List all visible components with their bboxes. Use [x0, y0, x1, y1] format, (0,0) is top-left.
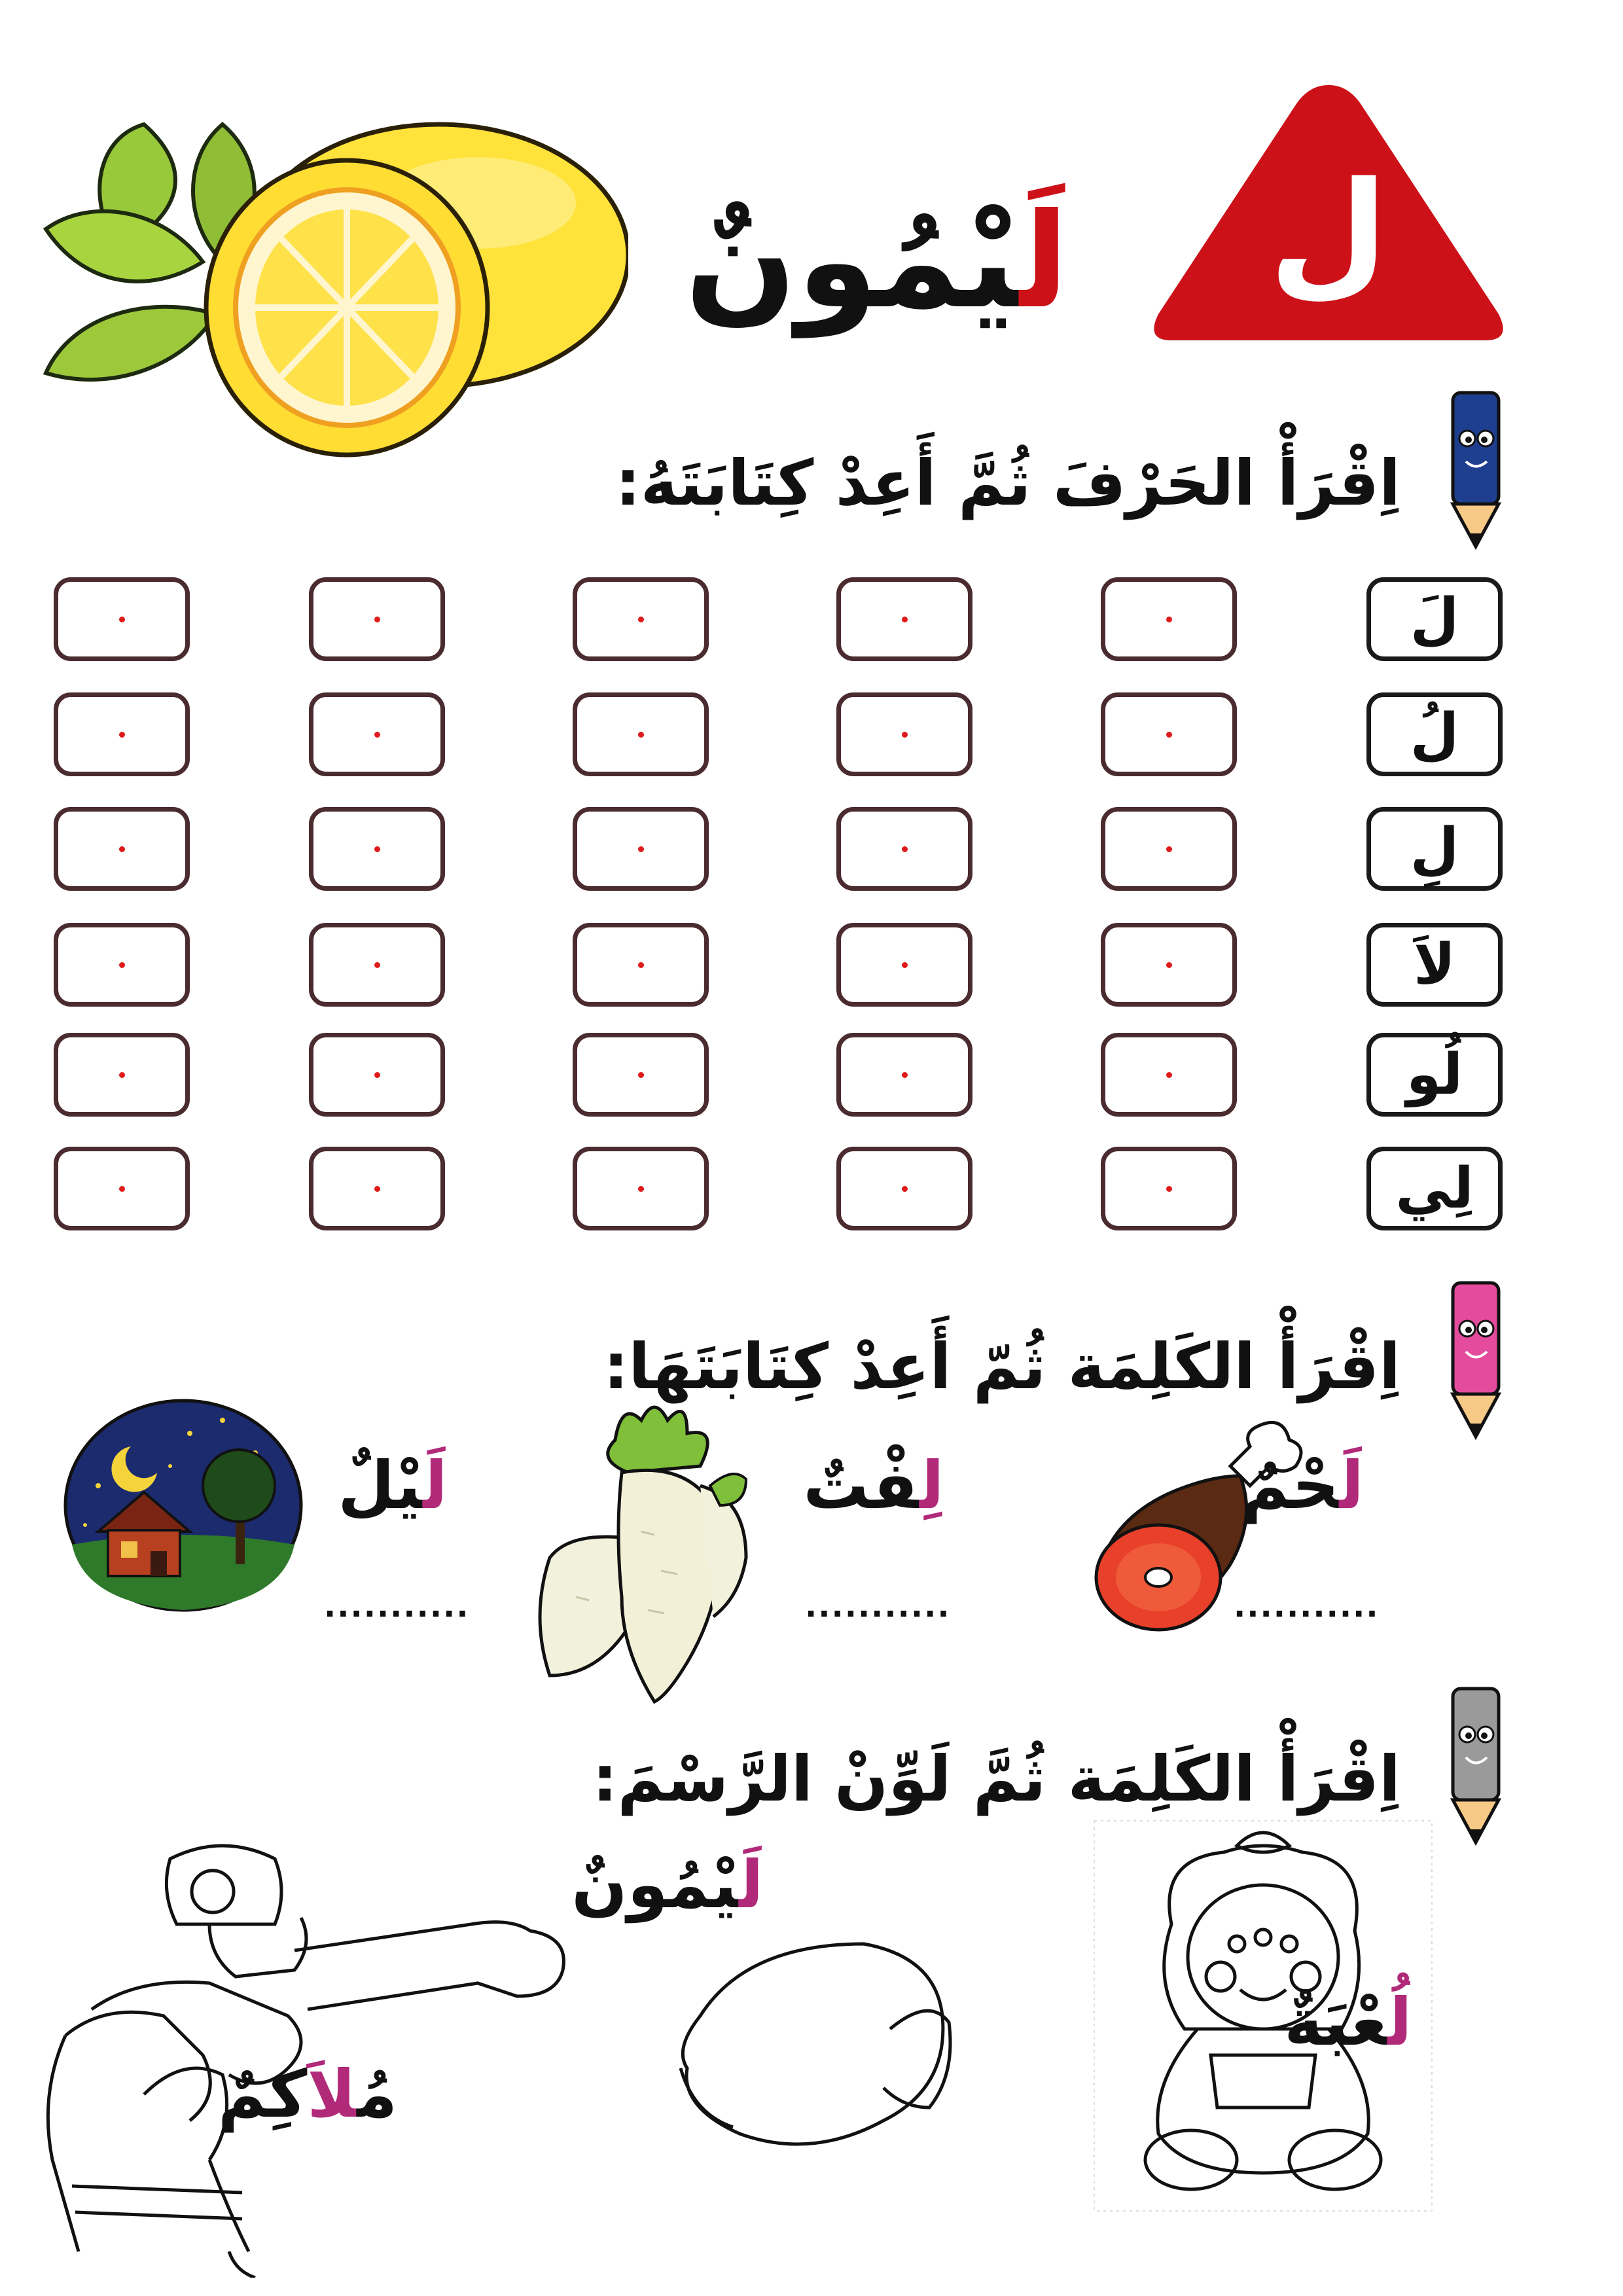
start-dot: [1166, 1186, 1172, 1192]
section2-word: [294, 1447, 491, 1524]
start-dot: [1166, 1072, 1172, 1078]
start-dot: [374, 732, 380, 738]
title-word-rest: يْمُونٌ: [685, 185, 1020, 338]
start-dot: [119, 962, 125, 968]
start-dot: [902, 1072, 908, 1078]
start-dot: [119, 732, 125, 738]
word-rest: كِمٌ: [217, 2056, 308, 2132]
radish-illustration: [524, 1401, 792, 1708]
section1-heading: اِقْرَأْ الحَرْفَ ثُمَّ أَعِدْ كِتَابَتَهُ:: [615, 446, 1400, 520]
writing-box[interactable]: [1101, 692, 1237, 776]
start-dot: [902, 962, 908, 968]
start-dot: [119, 1072, 125, 1078]
writing-box[interactable]: [309, 1033, 445, 1117]
lemon-illustration: [7, 98, 628, 465]
writing-box[interactable]: [1101, 1033, 1237, 1117]
letter-box-text: لَ: [1410, 586, 1459, 652]
section3-word: [1237, 1984, 1459, 2060]
lemon-outline: [668, 1918, 969, 2166]
letter-box: [1366, 923, 1503, 1007]
word-first-letter: لَ: [739, 1846, 764, 1923]
letter-box-text: لاَ: [1413, 932, 1456, 997]
word-rest: يْلٌ: [338, 1447, 423, 1524]
pencil-icon-blue: [1440, 386, 1512, 550]
writing-box[interactable]: [573, 1147, 709, 1230]
answer-line[interactable]: ...........: [805, 1588, 951, 1624]
letter-box: [1366, 577, 1503, 661]
night-house-illustration: [59, 1394, 308, 1617]
word-first-letter: لَ: [1339, 1447, 1364, 1524]
writing-box[interactable]: [573, 923, 709, 1007]
writing-box[interactable]: [836, 807, 972, 891]
word-first-letter: لاَ: [307, 2056, 357, 2132]
start-dot: [1166, 617, 1172, 622]
writing-box[interactable]: [309, 692, 445, 776]
section3-word: [556, 1846, 779, 1923]
start-dot: [902, 1186, 908, 1192]
writing-box[interactable]: [573, 577, 709, 661]
word-first-letter: لَ: [423, 1447, 448, 1524]
start-dot: [374, 962, 380, 968]
writing-box[interactable]: [54, 923, 190, 1007]
writing-box[interactable]: [54, 577, 190, 661]
writing-box[interactable]: [836, 1033, 972, 1117]
start-dot: [638, 1186, 644, 1192]
start-dot: [902, 732, 908, 738]
writing-box[interactable]: [1101, 923, 1237, 1007]
answer-line[interactable]: ...........: [1234, 1588, 1380, 1624]
section3-word: [196, 2056, 419, 2132]
letter-box-text: لُ: [1410, 702, 1459, 767]
badge-letter: ل: [1268, 152, 1389, 312]
start-dot: [374, 846, 380, 852]
writing-box[interactable]: [573, 807, 709, 891]
title-word-first-letter: لَ: [1020, 185, 1069, 338]
start-dot: [374, 1186, 380, 1192]
word-rest: عْبَةٌ: [1284, 1984, 1388, 2060]
start-dot: [638, 617, 644, 622]
section2-heading: اِقْرَأْ الكَلِمَة ثُمّ أَعِدْ كِتَابَتَهَا:: [603, 1330, 1400, 1403]
boxer-outline: [13, 1820, 582, 2278]
letter-box-text: لِي: [1395, 1156, 1474, 1221]
start-dot: [119, 617, 125, 622]
letter-box: [1366, 807, 1503, 891]
letter-box: [1366, 692, 1503, 776]
start-dot: [1166, 846, 1172, 852]
word-rest: فْتٌ: [803, 1447, 920, 1524]
writing-box[interactable]: [309, 577, 445, 661]
letter-box: [1366, 1033, 1503, 1117]
answer-line[interactable]: ...........: [324, 1588, 470, 1624]
letter-box: [1366, 1147, 1503, 1230]
start-dot: [119, 846, 125, 852]
start-dot: [638, 962, 644, 968]
start-dot: [119, 1186, 125, 1192]
start-dot: [1166, 732, 1172, 738]
word-rest: حْمٌ: [1240, 1447, 1340, 1524]
start-dot: [638, 732, 644, 738]
writing-box[interactable]: [573, 692, 709, 776]
start-dot: [374, 617, 380, 622]
writing-box[interactable]: [309, 1147, 445, 1230]
word-prefix: مُ: [357, 2056, 398, 2132]
section3-heading: اِقْرَأْ الكَلِمَة ثُمَّ لَوِّنْ الرَّسْمَ:: [592, 1742, 1400, 1816]
writing-box[interactable]: [1101, 577, 1237, 661]
start-dot: [1166, 962, 1172, 968]
writing-box[interactable]: [1101, 807, 1237, 891]
writing-box[interactable]: [54, 1147, 190, 1230]
writing-box[interactable]: [54, 807, 190, 891]
start-dot: [902, 846, 908, 852]
section2-word: [1204, 1447, 1400, 1524]
writing-box[interactable]: [309, 923, 445, 1007]
writing-box[interactable]: [573, 1033, 709, 1117]
writing-box[interactable]: [54, 692, 190, 776]
word-first-letter: لِ: [919, 1447, 944, 1524]
word-first-letter: لُ: [1387, 1984, 1412, 2060]
pencil-icon-gray: [1440, 1682, 1512, 1846]
writing-box[interactable]: [836, 692, 972, 776]
writing-box[interactable]: [836, 1147, 972, 1230]
start-dot: [638, 846, 644, 852]
pencil-icon-pink: [1440, 1276, 1512, 1440]
start-dot: [374, 1072, 380, 1078]
title-word: [628, 185, 1126, 338]
writing-box[interactable]: [836, 923, 972, 1007]
word-rest: يْمُونٌ: [571, 1846, 740, 1923]
writing-box[interactable]: [54, 1033, 190, 1117]
letter-box-text: لُو: [1406, 1042, 1463, 1107]
letter-box-text: لِ: [1410, 816, 1459, 882]
section2-word: [776, 1447, 972, 1524]
start-dot: [902, 617, 908, 622]
writing-box[interactable]: [836, 577, 972, 661]
writing-box[interactable]: [1101, 1147, 1237, 1230]
writing-box[interactable]: [309, 807, 445, 891]
start-dot: [638, 1072, 644, 1078]
